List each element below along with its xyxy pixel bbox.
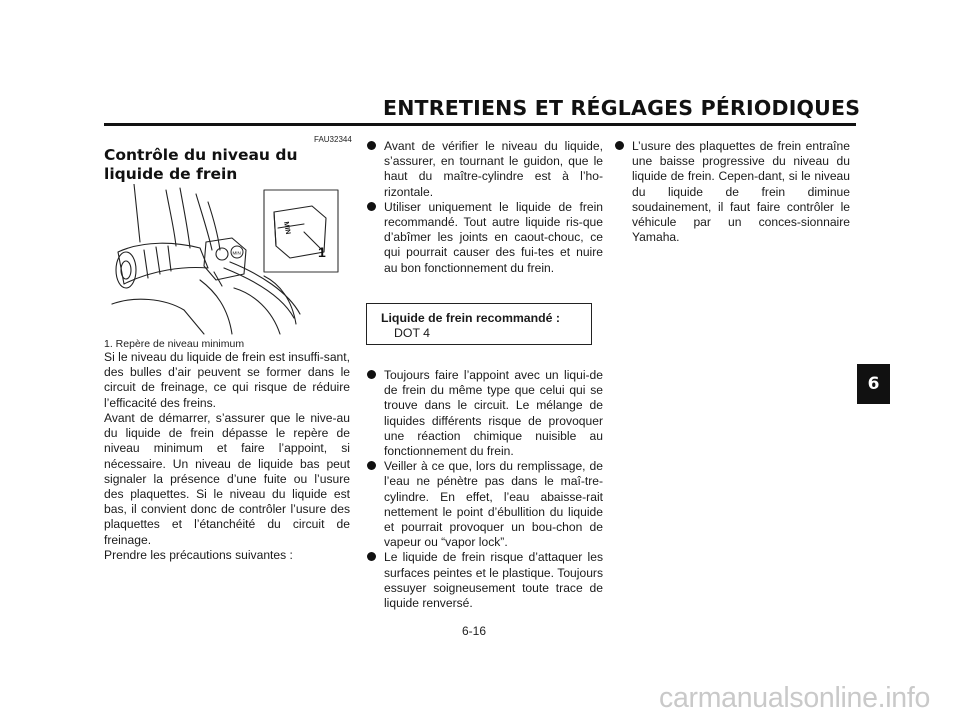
list-item: Toujours faire l’appoint avec un liqui-de de frein du même type que celui qui se trouve dans le circuit. Le mélange de liquides différents risque de provoquer une réaction chimique nuisible au fonctionnement du frein. [366,368,603,459]
bullet-icon [367,141,376,150]
min-mark-label: MIN [232,250,241,256]
paragraph-3: Prendre les précautions suivantes : [104,548,293,562]
figure-caption: 1. Repère de niveau minimum [104,338,245,350]
bullet-list-col2-bottom [366,368,603,611]
bullet-list-col3 [614,139,850,245]
list-item: Utiliser uniquement le liquide de frein recommandé. Tout autre liquide ris-que d’abîmer les joints en caout-chouc, ce qui pourrait causer des fui-tes et nuire au bon fonctionnement du frein. [366,200,603,276]
bullet-icon [367,370,376,379]
figure-callout-1: 1 [318,244,326,260]
bullet-icon [367,202,376,211]
watermark: carmanualsonline.info [659,682,930,714]
inset-min-mark-label: MIN [282,221,292,235]
page-number: 6-16 [462,624,487,638]
section-title: Contrôle du niveau du liquide de frein [104,146,298,183]
brake-reservoir-figure [104,184,348,338]
bullet-icon [367,461,376,470]
note-value: DOT 4 [394,326,430,340]
header-rule [104,123,856,126]
section-code: FAU32344 [314,135,352,144]
chapter-tab: 6 [857,364,890,404]
brake-reservoir-illustration-icon [104,184,348,338]
paragraph-1: Si le niveau du liquide de frein est insuffi-sant, des bulles d’air peuvent se former dans le circuit de freinage, ce qui risque de réduire l’efficacité des freins. [104,350,350,410]
list-item: Avant de vérifier le niveau du liquide, s’assurer, en tournant le guidon, que le haut du maître-cylindre est à l’ho-rizontale. [366,139,603,200]
bullet-list-col2-top [366,139,603,276]
list-item: Veiller à ce que, lors du remplissage, de l’eau ne pénètre pas dans le maî-tre-cylindre. En effet, l’eau abaisse-rait nettement le point d’ébullition du liquide et pourrait provoquer un bou-chon de vapeur ou “vapor lock”. [366,459,603,550]
list-item: L’usure des plaquettes de frein entraîne une baisse progressive du niveau du liquide de frein. Cepen-dant, si le niveau du liquide de frein diminue soudainement, il faut faire contrôler le véhicule par un conces-sionnaire Yamaha. [614,139,850,245]
page-header-title: ENTRETIENS ET RÉGLAGES PÉRIODIQUES [383,96,861,120]
bullet-icon [615,141,624,150]
paragraph-2: Avant de démarrer, s’assurer que le nive-au du liquide de frein dépasse le repère de niveau minimum et faire l’appoint, si nécessaire. Un niveau de liquide bas peut signaler la présence d’une fuite ou l’usure des plaquettes. Si le niveau du liquide est bas, il convient donc de contrôler l’usure des plaquettes et l’étanchéité du circuit de freinage. [104,411,350,547]
note-title: Liquide de frein recommandé : [381,311,561,325]
recommended-fluid-box [366,303,592,345]
list-item: Le liquide de frein risque d’attaquer les surfaces peintes et le plastique. Toujours essuyer soigneusement toute trace de liquide renversé. [366,550,603,611]
bullet-icon [367,552,376,561]
